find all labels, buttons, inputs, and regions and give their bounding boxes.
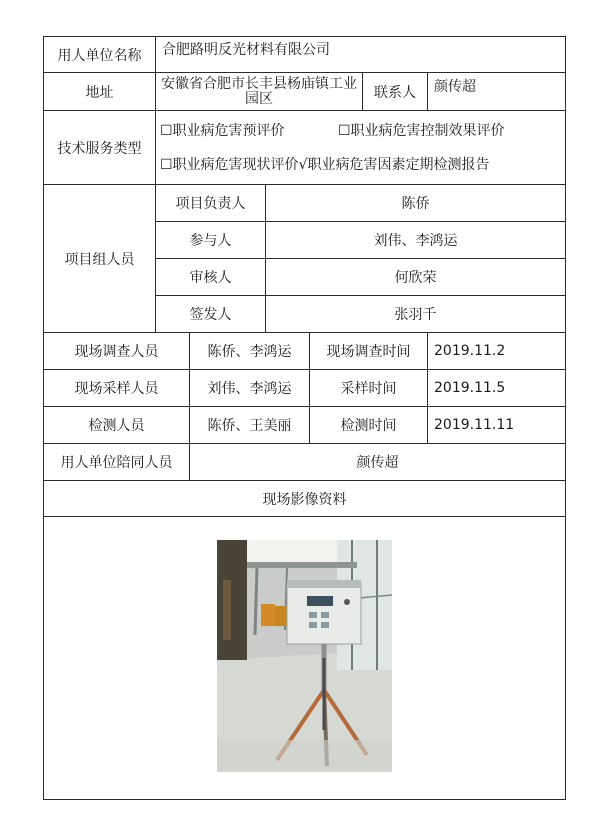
site-photo: [217, 540, 392, 772]
record-form: [43, 36, 566, 800]
survey-time-value: 2019.11.2: [428, 333, 566, 370]
testing-staff-label: 检测人员: [44, 407, 190, 444]
photos-heading: 现场影像资料: [44, 481, 566, 517]
employer-name-label: 用人单位名称: [44, 37, 156, 73]
photo-cell: [44, 517, 566, 800]
sampling-time-label: 采样时间: [310, 370, 428, 407]
project-leader-value: 陈侨: [266, 185, 566, 222]
project-team-label: 项目组人员: [44, 185, 156, 333]
option-status-evaluation: ☐职业病危害现状评价: [160, 156, 299, 173]
sampling-staff-value: 刘伟、李鸿运: [190, 370, 310, 407]
participants-label: 参与人: [156, 222, 266, 259]
project-leader-label: 项目负责人: [156, 185, 266, 222]
participants-value: 刘伟、李鸿运: [266, 222, 566, 259]
option-pre-evaluation: ☐职业病危害预评价: [160, 122, 285, 139]
sampling-staff-label: 现场采样人员: [44, 370, 190, 407]
survey-time-label: 现场调查时间: [310, 333, 428, 370]
testing-time-value: 2019.11.11: [428, 407, 566, 444]
sampling-time-value: 2019.11.5: [428, 370, 566, 407]
service-type-label: 技术服务类型: [44, 111, 156, 185]
contact-label: 联系人: [363, 73, 428, 111]
service-type-options: [156, 111, 566, 185]
escort-value: 颜传超: [190, 444, 566, 481]
contact-value: 颜传超: [428, 73, 566, 111]
reviewer-label: 审核人: [156, 259, 266, 296]
option-control-effect: ☐职业病危害控制效果评价: [338, 122, 505, 139]
escort-label: 用人单位陪同人员: [44, 444, 190, 481]
option-periodic-testing: √职业病危害因素定期检测报告: [298, 156, 490, 173]
issuer-label: 签发人: [156, 296, 266, 333]
employer-name-value: 合肥路明反光材料有限公司: [156, 37, 566, 73]
address-value: 安徽省合肥市长丰县杨庙镇工业园区: [156, 73, 363, 111]
issuer-value: 张羽千: [266, 296, 566, 333]
survey-staff-value: 陈侨、李鸿运: [190, 333, 310, 370]
testing-staff-value: 陈侨、王美丽: [190, 407, 310, 444]
reviewer-value: 何欣荣: [266, 259, 566, 296]
testing-time-label: 检测时间: [310, 407, 428, 444]
survey-staff-label: 现场调查人员: [44, 333, 190, 370]
address-label: 地址: [44, 73, 156, 111]
